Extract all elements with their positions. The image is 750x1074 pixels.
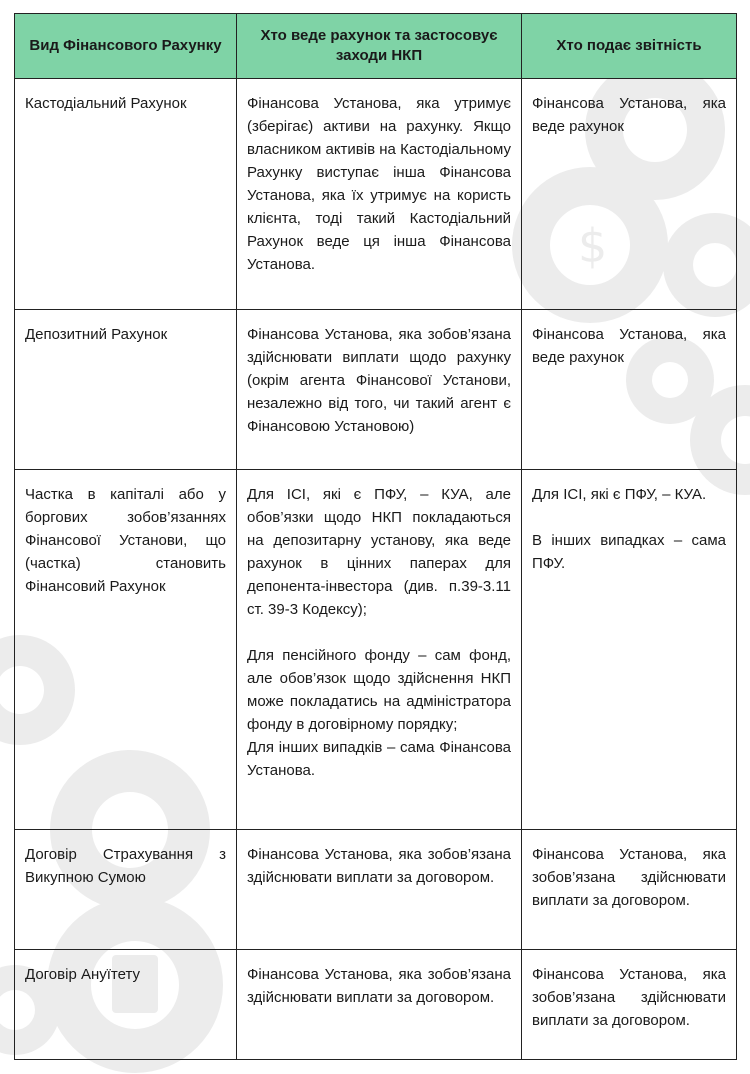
who-keeps-cell (237, 79, 522, 310)
who-reports-cell (522, 950, 737, 1060)
who-keeps-cell (237, 830, 522, 950)
header-who-reports: Хто подає звітність (522, 14, 737, 79)
cell-paragraph: Фінансова Установа, яка зобов’язана здійснювати виплати за договором. (532, 846, 726, 909)
table-row (15, 830, 737, 950)
table-header-row (15, 14, 737, 79)
account-type-cell: Частка в капіталі або у боргових зобов’язаннях Фінансової Установи, що (частка) становить Фінансовий Рахунок (15, 470, 237, 830)
cell-paragraph: Фінансова Установа, яка зобов’язана здійснювати виплати за договором. (247, 846, 511, 886)
cell-paragraph: Фінансова Установа, яка зобов’язана здійснювати виплати щодо рахунку (окрім агента Фінансової Установи, незалежно від того, чи такий агент є Фінансовою Установою) (247, 326, 511, 435)
who-reports-cell (522, 79, 737, 310)
financial-accounts-table (14, 13, 737, 1060)
who-reports-cell (522, 310, 737, 470)
who-keeps-cell (237, 470, 522, 830)
account-type-cell: Депозитний Рахунок (15, 310, 237, 470)
cell-paragraph: Фінансова Установа, яка веде рахунок (532, 326, 726, 366)
table-row (15, 950, 737, 1060)
account-type-cell: Договір Ануїтету (15, 950, 237, 1060)
cell-paragraph: Фінансова Установа, яка зобов’язана здійснювати виплати за договором. (532, 966, 726, 1029)
cell-paragraph: Для пенсійного фонду – сам фонд, але обов’язок щодо здійснення НКП може покладатись на адміністратора фонду в договірному порядку; (247, 647, 511, 733)
table-row (15, 470, 737, 830)
who-keeps-cell (237, 950, 522, 1060)
account-type-cell: Кастодіальний Рахунок (15, 79, 237, 310)
table-row (15, 79, 737, 310)
who-keeps-cell (237, 310, 522, 470)
cell-paragraph: Фінансова Установа, яка зобов’язана здійснювати виплати за договором. (247, 966, 511, 1006)
cell-paragraph: Для інших випадків – сама Фінансова Установа. (247, 739, 511, 779)
cell-paragraph: Для ІСІ, які є ПФУ, – КУА. (532, 486, 707, 503)
who-reports-cell (522, 470, 737, 830)
header-account-type: Вид Фінансового Рахунку (15, 14, 237, 79)
account-type-cell: Договір Страхування з Викупною Сумою (15, 830, 237, 950)
cell-paragraph: Фінансова Установа, яка утримує (зберігає) активи на рахунку. Якщо власником активів на Кастодіальному Рахунку виступає інша Фінансова Установа, яка їх утримує на користь клієнта, тоді такий Кастодіальний Рахунок веде ця інша Фінансова Установа. (247, 95, 511, 273)
cell-paragraph: Фінансова Установа, яка веде рахунок (532, 95, 726, 135)
who-reports-cell (522, 830, 737, 950)
table-row (15, 310, 737, 470)
cell-paragraph: В інших випадках – сама ПФУ. (532, 532, 726, 572)
svg-text:$: $ (578, 219, 608, 273)
cell-paragraph: Для ІСІ, які є ПФУ, – КУА, але обов’язки щодо НКП покладаються на депозитарну установу, яка веде рахунок в цінних паперах для депонента-інвестора (див. п.39-3.11 ст. 39-3 Кодексу); (247, 486, 511, 618)
header-who-keeps: Хто веде рахунок та застосовує заходи НКП (237, 14, 522, 79)
